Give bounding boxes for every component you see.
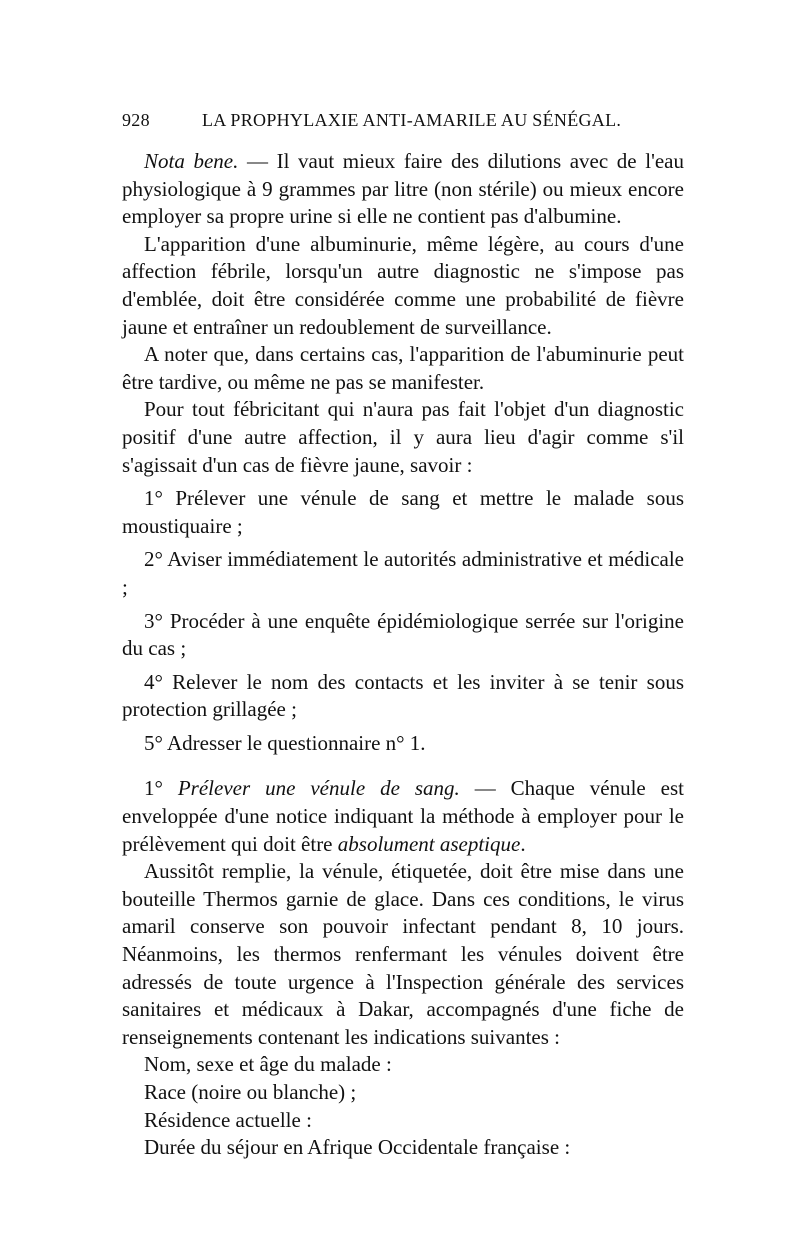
- steps-list: [122, 485, 684, 757]
- running-head: [122, 110, 684, 148]
- section-emphasis: absolument aseptique: [337, 831, 521, 856]
- paragraph-thermos: Aussitôt remplie, la vénule, étiquetée, doit être mise dans une bouteille Thermos garnie de glace. Dans ces conditions, le virus amaril conserve son pouvoir infectant pendant 8, 10 jours. Néanmoins, les thermos renfermant les vénules doivent être adressés de toute urgence à l'Inspection générale des services sanitaires et médicaux à Dakar, accompagnés d'une fiche de renseignements contenant les indications suivantes :: [122, 859, 684, 1049]
- nota-bene-lead: Nota bene.: [144, 149, 239, 173]
- step-item-3: 3° Procéder à une enquête épidémiologique serrée sur l'origine du cas ;: [122, 608, 684, 661]
- fields-list: [122, 1051, 684, 1161]
- paragraph-albuminurie: L'apparition d'une albuminurie, même légère, au cours d'une affection fébrile, lorsqu'un autre diagnostic ne s'impose pas d'emblée, doit être considérée comme une probabilité de fièvre jaune et entraîner un redoublement de surveillance.: [122, 231, 684, 339]
- running-title: LA PROPHYLAXIE ANTI-AMARILE AU SÉNÉGAL.: [202, 110, 622, 130]
- section-text-after: .: [520, 831, 526, 856]
- field-item-3: Résidence actuelle :: [144, 1107, 312, 1132]
- section-heading: Prélever une vénule de sang.: [177, 776, 460, 801]
- field-item-2: Race (noire ou blanche) ;: [144, 1080, 357, 1104]
- page-number: 928: [122, 110, 150, 130]
- step-item-4: 4° Relever le nom des contacts et les inviter à se tenir sous protection grillagée ;: [122, 669, 684, 722]
- page: [122, 110, 684, 1162]
- nota-bene-paragraph: [122, 148, 684, 231]
- step-item-2: 2° Aviser immédiatement le autorités administrative et médicale ;: [122, 547, 684, 599]
- section-text-before: — Chaque vénule est enveloppée d'une notice indiquant la méthode à employer pour le prélèvement qui doit être: [122, 776, 685, 856]
- paragraph-tardive: A noter que, dans certains cas, l'apparition de l'abuminurie peut être tardive, ou même ne pas se manifester.: [122, 342, 684, 394]
- step-item-1: 1° Prélever une vénule de sang et mettre le malade sous moustiquaire ;: [122, 486, 684, 538]
- nota-bene-text: — Il vaut mieux faire des dilutions avec de l'eau physiologique à 9 grammes par litre (non stérile) ou mieux encore employer sa propre urine si elle ne contient pas d'albumine.: [122, 149, 685, 229]
- field-item-1: Nom, sexe et âge du malade :: [144, 1052, 392, 1077]
- step-item-5: 5° Adresser le questionnaire n° 1.: [144, 730, 426, 755]
- section-paragraph-venule: [122, 775, 684, 858]
- section-number: 1°: [144, 776, 163, 801]
- field-item-4: Durée du séjour en Afrique Occidentale française :: [144, 1135, 571, 1160]
- paragraph-febricitant: Pour tout fébricitant qui n'aura pas fait l'objet d'un diagnostic positif d'une autre affection, il y aura lieu d'agir comme s'il s'agissait d'un cas de fièvre jaune, savoir :: [122, 397, 684, 477]
